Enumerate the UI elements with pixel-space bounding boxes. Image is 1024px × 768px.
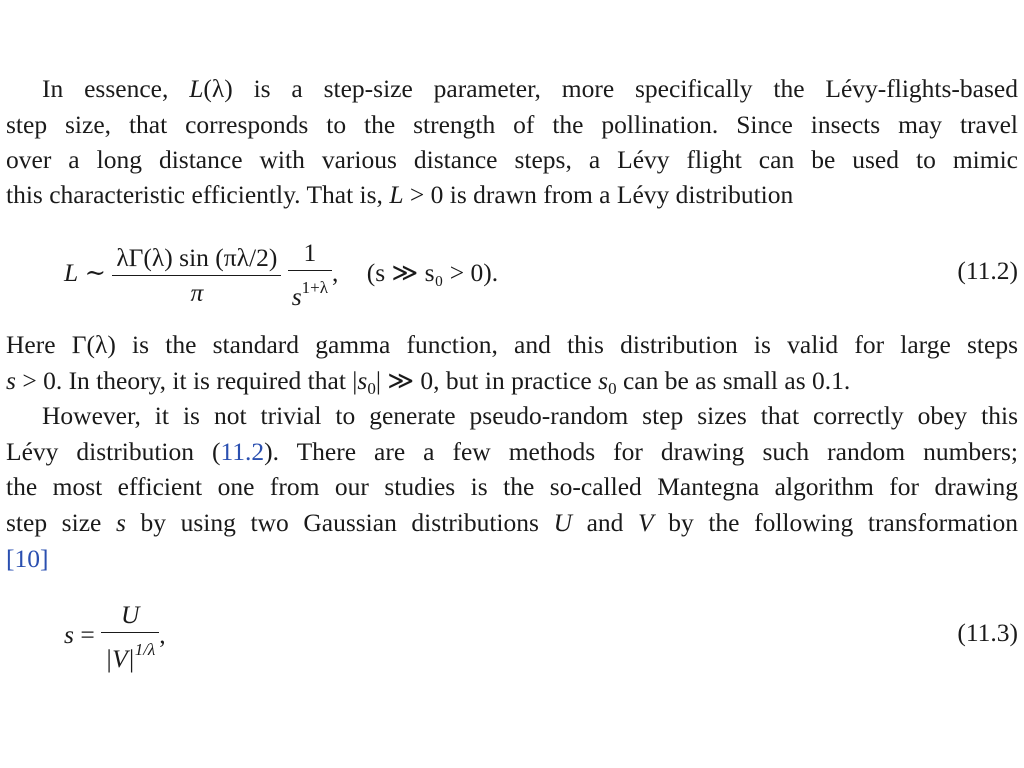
text-line [6, 542, 1018, 576]
eq-condition: (s ≫ s₀ > 0). [366, 257, 499, 287]
text-line: step size, that corresponds to the strength of the pollination. Since insects may travel [6, 110, 1018, 139]
comma: , [332, 257, 339, 287]
text-segment: (λ) is a step-size parameter, more specifically the Lévy-flights-based [203, 74, 1018, 103]
fraction-numerator: U [101, 598, 159, 633]
fraction [101, 598, 159, 676]
subscript: 0 [367, 379, 376, 398]
math-symbol: s [598, 366, 609, 395]
fraction-denominator [288, 271, 332, 314]
text-line [6, 435, 1018, 469]
math-symbol: s [357, 366, 368, 395]
text-segment: | ≫ 0, but in practice [375, 366, 599, 395]
eq-relation: = [80, 619, 95, 649]
citation-link[interactable]: [10] [6, 544, 49, 573]
text-segment: can be as small as 0.1. [616, 366, 851, 395]
fraction [288, 236, 332, 314]
text-segment: this characteristic efficiently. That is, [6, 180, 390, 209]
math-symbol: |V| [105, 644, 135, 673]
text-line [6, 178, 1018, 212]
text-segment: step size [6, 508, 116, 537]
fraction-numerator: λΓ(λ) sin (πλ/2) [112, 241, 281, 276]
math-symbol: U [553, 508, 572, 537]
text-segment: Lévy distribution ( [6, 437, 221, 466]
text-line [42, 72, 1018, 106]
math-symbol: s [291, 282, 302, 311]
math-symbol: s [115, 508, 126, 537]
subscript: 0 [608, 379, 617, 398]
text-line: Here Γ(λ) is the standard gamma function, and this distribution is valid for large steps [6, 330, 1018, 359]
text-line: However, it is not trivial to generate pseudo-random step sizes that correctly obey this [42, 401, 1018, 430]
eq-relation: ∼ [84, 257, 106, 287]
fraction [112, 241, 281, 310]
exponent: 1/λ [134, 640, 156, 659]
equation-11-3 [64, 598, 166, 676]
text-line: over a long distance with various distance steps, a Lévy flight can be used to mimic [6, 145, 1018, 174]
equation-number: (11.2) [957, 256, 1018, 285]
text-line [6, 506, 1018, 540]
text-segment: ). There are a few methods for drawing such random numbers; [264, 437, 1018, 466]
exponent: 1+λ [301, 278, 328, 297]
fraction-numerator: 1 [288, 236, 332, 271]
fraction-denominator [101, 633, 159, 676]
text-segment: In essence, [42, 74, 190, 103]
equation-number: (11.3) [957, 618, 1018, 647]
math-symbol: L [389, 180, 404, 209]
text-segment: and [571, 508, 639, 537]
equation-reference-link[interactable]: 11.2 [220, 437, 265, 466]
text-segment: > 0 is drawn from a Lévy distribution [403, 180, 794, 209]
math-symbol: V [638, 508, 654, 537]
equation-11-2 [64, 236, 498, 314]
text-segment: > 0. In theory, it is required that | [15, 366, 358, 395]
fraction-denominator: π [190, 277, 204, 307]
text-segment: by the following transformation [653, 508, 1018, 537]
math-symbol: s [6, 366, 16, 395]
eq-lhs: L [64, 257, 79, 287]
text-segment: by using two Gaussian distributions [125, 508, 554, 537]
text-line: the most efficient one from our studies is the so-called Mantegna algorithm for drawing [6, 472, 1018, 501]
math-symbol: L [189, 74, 204, 103]
eq-lhs: s [64, 619, 74, 649]
comma: , [159, 619, 166, 649]
